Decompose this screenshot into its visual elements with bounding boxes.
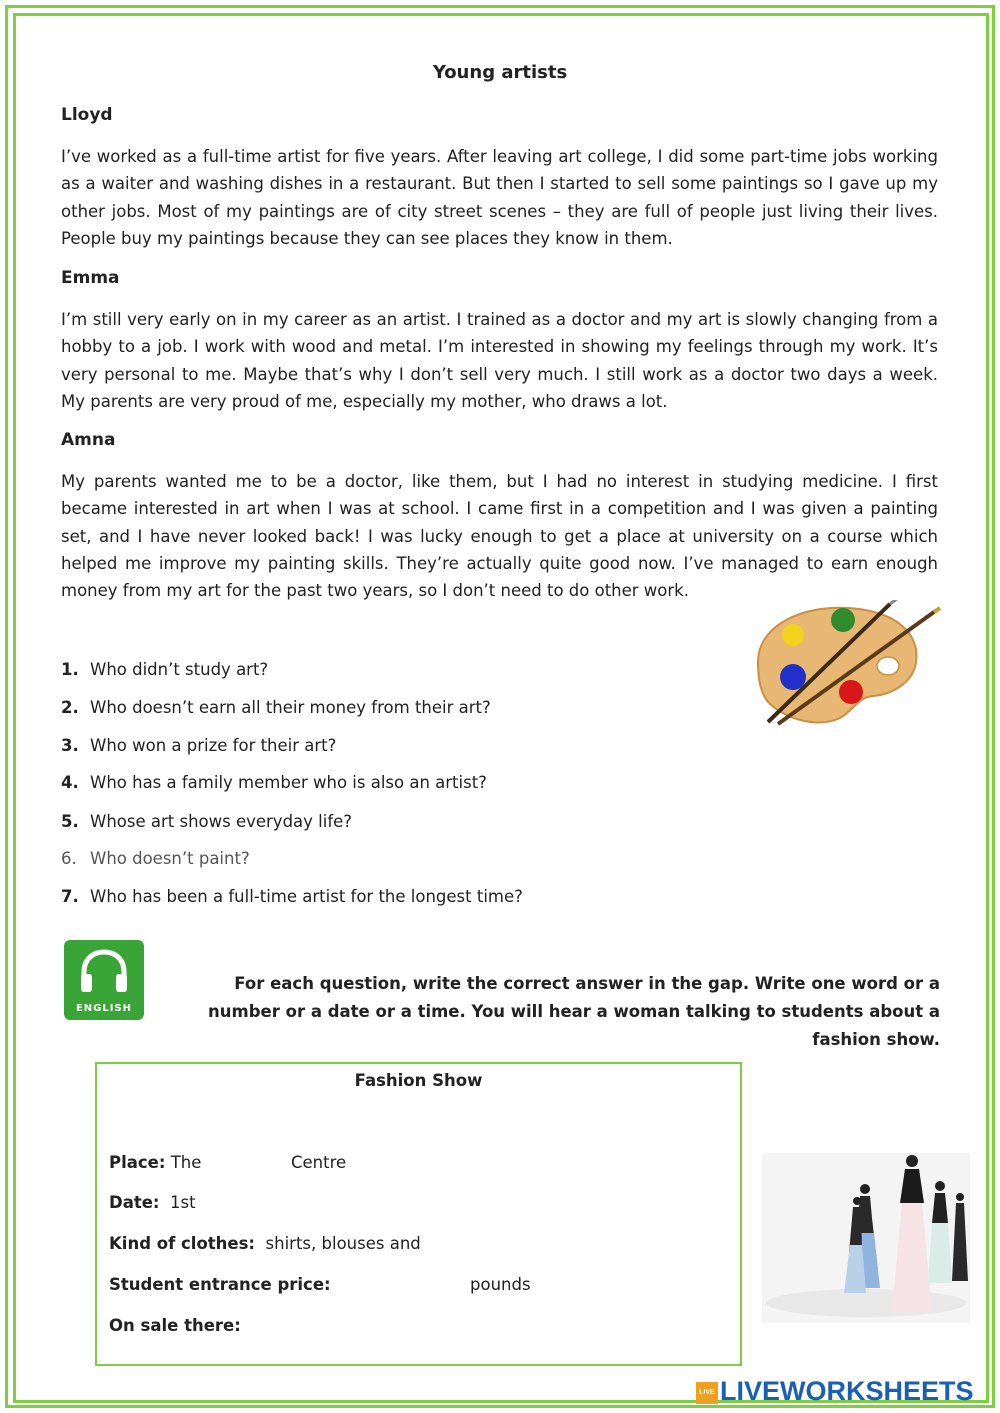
listening-instruction: For each question, write the correct answer in the gap. Write one word or a number or a date or a time. You will hear a woman talking to students about a fashion show. <box>208 974 940 1049</box>
person-name-amna: Amna <box>61 430 116 450</box>
audio-play-button[interactable] <box>64 940 144 1020</box>
person-text-emma: I’m still very early on in my career as an artist. I trained as a doctor and my art is slowly changing from a hobby to a job. I work with wood and metal. I’m interested in showing my feelings through my work. It’s very personal to me. Maybe that’s why I don’t sell very much. I still work as a doctor two days a week. My parents are very proud of me, especially my mother, who draws a lot. <box>61 310 938 411</box>
live-badge: LIVE <box>696 1382 718 1404</box>
place-row: Place: The <box>109 1153 202 1172</box>
person-name-lloyd: Lloyd <box>61 105 113 125</box>
place-suffix: Centre <box>291 1153 347 1172</box>
question-item: 5. Whose art shows everyday life? <box>61 812 353 831</box>
headphones-icon <box>78 948 130 996</box>
question-item: 3. Who won a prize for their art? <box>61 736 337 755</box>
worksheet-title: Young artists <box>432 62 568 83</box>
clothes-row: Kind of clothes: shirts, blouses and <box>109 1234 421 1253</box>
audio-label: ENGLISH <box>75 1003 133 1014</box>
price-row: Student entrance price: <box>109 1275 331 1294</box>
person-text-amna: My parents wanted me to be a doctor, like them, but I had no interest in studying medicine. I first became interested in art when I was at school. I came first in a competition and I was given a painting set, and I have never looked back! I was lucky enough to get a place at university on a course which helped me improve my painting skills. They’re actually quite good now. I’ve managed to earn enough money from my art for the past two years, so I don’t need to do other work. <box>61 472 938 601</box>
place-answer-input[interactable] <box>202 1152 290 1176</box>
question-item: 7. Who has been a full-time artist for the longest time? <box>61 887 523 906</box>
fashion-models-image <box>762 1153 970 1323</box>
price-suffix: pounds <box>470 1275 531 1294</box>
date-row: Date: 1st <box>109 1193 196 1212</box>
question-item: 4. Who has a family member who is also an artist? <box>61 773 487 792</box>
question-item: 6. Who doesn’t paint? <box>61 849 250 868</box>
price-answer-input[interactable] <box>334 1274 468 1298</box>
liveworksheets-logo: LIVE LIVEWORKSHEETS <box>696 1376 974 1407</box>
person-text-lloyd: I’ve worked as a full-time artist for five years. After leaving art college, I did some part-time jobs working as a waiter and washing dishes in a restaurant. But then I started to sell some paintings so I gave up my other jobs. Most of my paintings are of city street scenes – they are full of people just living their lives. People buy my paintings because they can see places they know in them. <box>61 147 938 248</box>
question-item: 2. Who doesn’t earn all their money from their art? <box>61 698 491 717</box>
paint-palette-icon <box>748 600 943 730</box>
question-item: 1. Who didn’t study art? <box>61 660 269 679</box>
sale-answer-input[interactable] <box>244 1315 448 1339</box>
person-name-emma: Emma <box>61 268 120 288</box>
form-title: Fashion Show <box>354 1071 483 1090</box>
date-answer-input[interactable] <box>198 1192 352 1216</box>
sale-row: On sale there: <box>109 1316 241 1335</box>
clothes-answer-input[interactable] <box>428 1233 582 1257</box>
